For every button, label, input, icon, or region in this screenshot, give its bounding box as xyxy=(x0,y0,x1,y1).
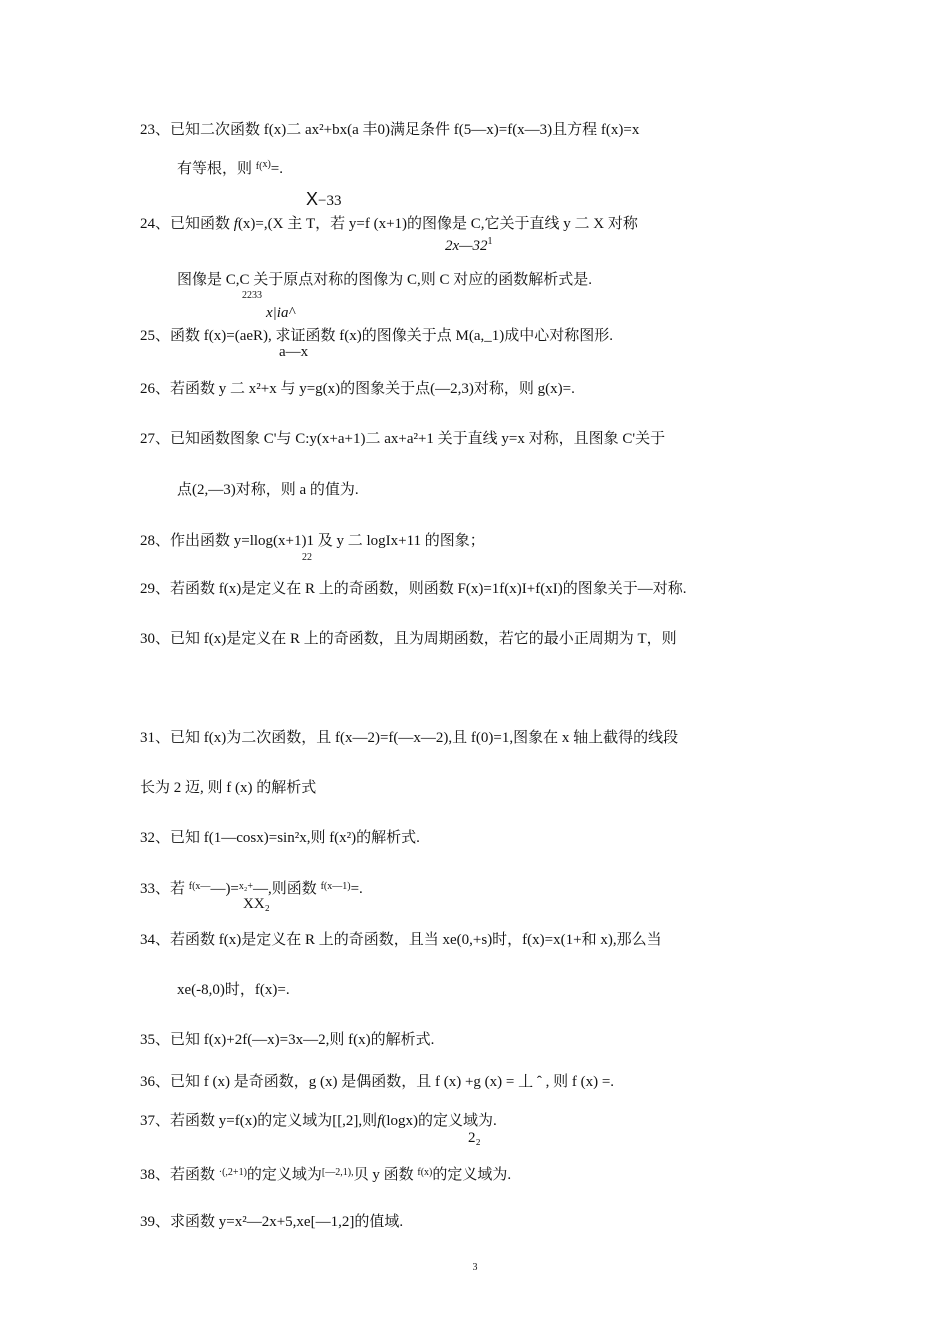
problem-24-pre: 24、已知函数 xyxy=(140,216,231,232)
problem-33-pre: 33、若 xyxy=(140,881,186,897)
problem-38-mid2: 贝 y 函数 xyxy=(353,1167,414,1183)
problem-23-f: f( xyxy=(255,161,263,172)
problem-24-f: f xyxy=(233,216,238,232)
problem-33-e: f(x—1) xyxy=(320,881,351,892)
page-number: 3 xyxy=(472,1262,478,1273)
problem-38-c: f(x) xyxy=(417,1167,433,1178)
problem-34-line-2: xe(-8,0)时，f(x)=. xyxy=(177,982,290,998)
problem-33-f: =. xyxy=(350,881,363,897)
problem-24-subscript: 2233 xyxy=(242,290,262,301)
problem-29-line: 29、若函数 f(x)是定义在 R 上的奇函数，则函数 F(x)=1f(x)I+f(xI)的图象关于—对称. xyxy=(140,581,687,597)
problem-31-line-1: 31、已知 f(x)为二次函数，且 f(x—2)=f(—x—2),且 f(0)=1,图象在 x 轴上截得的线段 xyxy=(140,730,679,746)
problem-31-line-2: 长为 2 迈, 则 f (x) 的解析式 xyxy=(140,780,317,796)
problem-23-line-2 xyxy=(177,156,283,178)
problem-33-b: —)= xyxy=(210,881,239,897)
problem-38-a: ·(,2+1) xyxy=(218,1167,247,1178)
problem-24-top-rest: −33 xyxy=(318,193,342,209)
problem-26-line: 26、若函数 y 二 x²+x 与 y=g(x)的图象关于点(—2,3)对称，则 g(x)=. xyxy=(140,381,575,397)
problem-24-bottom: 2x—32 xyxy=(445,238,488,254)
problem-33-c: x₂+ xyxy=(238,881,254,892)
problem-38-line xyxy=(140,1164,511,1184)
problem-28-subscript: 22 xyxy=(302,552,312,563)
problem-33-bottom: XX₂ xyxy=(243,896,270,912)
problem-23-x: x xyxy=(262,159,268,170)
problem-23-close: ) xyxy=(267,159,271,170)
problem-25-denominator: a—x xyxy=(279,344,309,360)
problem-37-post: (logx)的定义域为. xyxy=(381,1113,497,1129)
problem-24-top-x: X xyxy=(306,189,319,209)
problem-24-mid: (x)=,(X 主 T，若 y=f (x+1)的图像是 C,它关于直线 y 二 X 对称 xyxy=(237,216,638,232)
problem-32-line: 32、已知 f(1—cosx)=sin²x,则 f(x²)的解析式. xyxy=(140,830,420,846)
problem-24-line-1 xyxy=(140,215,638,233)
problem-38-b: [—2,1), xyxy=(321,1167,354,1178)
problem-36-line: 36、已知 f (x) 是奇函数，g (x) 是偶函数，且 f (x) +g (x) = 丄 ˆ , 则 f (x) =. xyxy=(140,1074,615,1090)
problem-28-line: 28、作出函数 y=llog(x+1)1 及 y 二 logIx+11 的图象； xyxy=(140,533,485,549)
problem-38-mid: 的定义域为 xyxy=(246,1167,322,1183)
problem-35-line: 35、已知 f(x)+2f(—x)=3x—2,则 f(x)的解析式. xyxy=(140,1032,435,1048)
problem-37-pre: 37、若函数 y=f(x)的定义域为[[,2],则 xyxy=(140,1113,378,1129)
problem-24-line-2: 图像是 C,C 关于原点对称的图像为 C,则 C 对应的函数解析式是. xyxy=(177,272,593,288)
problem-27-line-1: 27、已知函数图象 C'与 C:y(x+a+1)二 ax+a²+1 关于直线 y=x 对称，且图象 C'关于 xyxy=(140,431,666,447)
problem-33-d: —,则函数 xyxy=(253,881,317,897)
problem-24-fraction-bottom xyxy=(445,233,493,255)
problem-25-numerator: x|ia^ xyxy=(266,305,295,321)
problem-38-post: 的定义域为. xyxy=(432,1167,512,1183)
problem-37-line xyxy=(140,1112,497,1130)
problem-23-line-1: 23、已知二次函数 f(x)二 ax²+bx(a 丰0)满足条件 f(5—x)=f(x—3)且方程 f(x)=x xyxy=(140,122,640,138)
problem-30-line: 30、已知 f(x)是定义在 R 上的奇函数，且为周期函数，若它的最小正周期为 T，则 xyxy=(140,631,677,647)
problem-27-line-2: 点(2,—3)对称，则 a 的值为. xyxy=(177,482,359,498)
problem-33-a: f(x— xyxy=(188,881,211,892)
problem-23-text: 有等根，则 xyxy=(177,161,253,177)
problem-34-line-1: 34、若函数 f(x)是定义在 R 上的奇函数，且当 xe(0,+s)时，f(x)=x(1+和 x),那么当 xyxy=(140,932,662,948)
problem-23-end: =. xyxy=(270,161,283,177)
problem-37-subscript: 2₂ xyxy=(468,1130,481,1146)
problem-25-line: 25、函数 f(x)=(aeR), 求证函数 f(x)的图像关于点 M(a,_1)成中心对称图形. xyxy=(140,328,613,344)
problem-39-line: 39、求函数 y=x²—2x+5,xe[—1,2]的值域. xyxy=(140,1214,404,1230)
problem-24-bottom-sup: 1 xyxy=(487,236,493,247)
problem-24-fraction-top xyxy=(306,190,341,210)
problem-38-pre: 38、若函数 xyxy=(140,1167,216,1183)
problem-37-f: f xyxy=(377,1113,382,1129)
